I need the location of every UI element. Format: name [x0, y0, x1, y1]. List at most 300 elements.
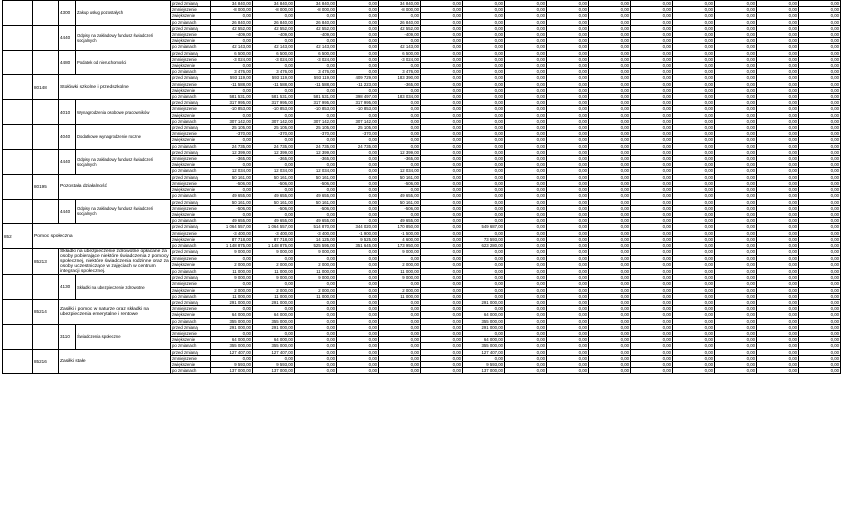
amount-cell: 0,00 [421, 149, 463, 155]
amount-cell: 0,00 [673, 38, 715, 44]
amount-cell: 0,00 [547, 75, 589, 81]
amount-cell: 0,00 [505, 7, 547, 13]
amount-cell: 0,00 [589, 25, 631, 31]
amount-cell: 0,00 [337, 69, 379, 75]
amount-cell: 0,00 [547, 162, 589, 168]
amount-cell: 0,00 [715, 218, 757, 224]
amount-cell: 0,00 [547, 25, 589, 31]
amount-cell: 11 000,00 [253, 268, 295, 275]
row-label: zwiększenie [171, 187, 211, 193]
amount-cell: 0,00 [673, 337, 715, 343]
amount-cell: 3 476,00 [295, 69, 337, 75]
amount-cell: 0,00 [421, 368, 463, 374]
row-label: po zmianach [171, 118, 211, 124]
row-label: przed zmianą [171, 174, 211, 180]
amount-cell: 0,00 [799, 355, 841, 361]
amount-cell: 0,00 [463, 281, 505, 287]
amount-cell: 0,00 [463, 149, 505, 155]
amount-cell: 0,00 [673, 32, 715, 38]
amount-cell: 0,00 [589, 199, 631, 205]
amount-cell: 0,00 [379, 125, 421, 131]
amount-cell: 355 000,00 [211, 343, 253, 349]
amount-cell: 73 593,00 [463, 236, 505, 242]
amount-cell: 0,00 [547, 32, 589, 38]
amount-cell: 0,00 [211, 13, 253, 19]
amount-cell: 0,00 [547, 174, 589, 180]
amount-cell: 0,00 [589, 13, 631, 19]
amount-cell: 0,00 [799, 7, 841, 13]
amount-cell: -409,00 [211, 32, 253, 38]
amount-cell: 0,00 [589, 7, 631, 13]
row-label: zmniejszenie [171, 56, 211, 62]
dzial-code-empty [3, 25, 33, 50]
amount-cell: 0,00 [547, 199, 589, 205]
amount-cell: 0,00 [715, 112, 757, 118]
row-label: po zmianach [171, 94, 211, 100]
amount-cell: 0,00 [757, 50, 799, 56]
amount-cell: 0,00 [421, 32, 463, 38]
amount-cell: 0,00 [337, 299, 379, 305]
amount-cell: 0,00 [295, 137, 337, 143]
amount-cell: 0,00 [295, 281, 337, 287]
amount-cell: 0,00 [463, 205, 505, 211]
row-label: zmniejszenie [171, 306, 211, 312]
amount-cell: 0,00 [715, 75, 757, 81]
amount-cell: 0,00 [211, 355, 253, 361]
amount-cell: 0,00 [463, 106, 505, 112]
dzial-code-empty [3, 275, 33, 300]
amount-cell: -506,00 [295, 205, 337, 211]
amount-cell: 0,00 [631, 268, 673, 275]
amount-cell: 0,00 [253, 255, 295, 262]
dzial-code-empty [3, 349, 33, 374]
amount-cell: 0,00 [505, 230, 547, 236]
amount-cell: 0,00 [589, 293, 631, 299]
amount-cell: 317 995,00 [253, 100, 295, 106]
amount-cell: 0,00 [715, 211, 757, 217]
amount-cell: 0,00 [799, 281, 841, 287]
rozdzial-name: Zasiłki i pomoc w naturze oraz składki na ubezpieczenia emerytalne i rentowe [59, 299, 171, 324]
amount-cell: 0,00 [463, 44, 505, 50]
amount-cell: 0,00 [421, 355, 463, 361]
amount-cell: 42 552,00 [379, 25, 421, 31]
amount-cell: 50 161,00 [253, 174, 295, 180]
amount-cell: 0,00 [463, 162, 505, 168]
paragraf-name: Zakup usług pozostałych [76, 1, 171, 26]
amount-cell: 0,00 [673, 69, 715, 75]
amount-cell: 50 161,00 [295, 199, 337, 205]
amount-cell: 0,00 [379, 118, 421, 124]
amount-cell: 0,00 [799, 205, 841, 211]
row-label: zwiększenie [171, 38, 211, 44]
amount-cell: 0,00 [799, 199, 841, 205]
amount-cell: 0,00 [547, 293, 589, 299]
amount-cell: 42 552,00 [295, 25, 337, 31]
amount-cell: 0,00 [673, 268, 715, 275]
amount-cell: 0,00 [505, 218, 547, 224]
amount-cell: 24 735,00 [295, 143, 337, 149]
amount-cell: 0,00 [757, 174, 799, 180]
amount-cell: 0,00 [799, 44, 841, 50]
amount-cell: 0,00 [757, 230, 799, 236]
amount-cell: 0,00 [547, 281, 589, 287]
amount-cell: 0,00 [589, 75, 631, 81]
rozdzial-code-empty [33, 100, 59, 125]
amount-cell: 0,00 [631, 81, 673, 87]
amount-cell: 0,00 [631, 44, 673, 50]
amount-cell: 0,00 [715, 180, 757, 186]
amount-cell: 0,00 [589, 125, 631, 131]
row-label: zmniejszenie [171, 255, 211, 262]
amount-cell: 0,00 [505, 112, 547, 118]
amount-cell: 0,00 [673, 149, 715, 155]
amount-cell: 9 593,00 [211, 361, 253, 367]
amount-cell: 0,00 [799, 69, 841, 75]
amount-cell: 0,00 [379, 63, 421, 69]
dzial-code-empty [3, 75, 33, 100]
amount-cell: 0,00 [757, 112, 799, 118]
amount-cell: 0,00 [673, 44, 715, 50]
amount-cell: 0,00 [799, 94, 841, 100]
amount-cell: 0,00 [673, 25, 715, 31]
amount-cell: 0,00 [547, 13, 589, 19]
amount-cell: 0,00 [505, 1, 547, 7]
row-label: zmniejszenie [171, 7, 211, 13]
amount-cell: 0,00 [421, 330, 463, 336]
amount-cell: 0,00 [421, 75, 463, 81]
amount-cell: 0,00 [421, 230, 463, 236]
amount-cell: 0,00 [715, 330, 757, 336]
amount-cell: 6 500,00 [211, 50, 253, 56]
amount-cell: 0,00 [379, 112, 421, 118]
amount-cell: 0,00 [211, 87, 253, 93]
amount-cell: 0,00 [589, 94, 631, 100]
amount-cell: 0,00 [673, 125, 715, 131]
amount-cell: 0,00 [337, 13, 379, 19]
amount-cell: 0,00 [715, 236, 757, 242]
amount-cell: 64 000,00 [463, 337, 505, 343]
amount-cell: 0,00 [337, 156, 379, 162]
row-label: zmniejszenie [171, 156, 211, 162]
amount-cell: 0,00 [589, 361, 631, 367]
dzial-code-empty [3, 125, 33, 150]
amount-cell: 0,00 [799, 149, 841, 155]
amount-cell: 0,00 [715, 137, 757, 143]
amount-cell: 0,00 [421, 199, 463, 205]
row-label: zwiększenie [171, 63, 211, 69]
amount-cell: 0,00 [505, 94, 547, 100]
amount-cell: 0,00 [631, 287, 673, 293]
amount-cell: 0,00 [421, 100, 463, 106]
amount-cell: 0,00 [631, 149, 673, 155]
amount-cell: 0,00 [505, 249, 547, 256]
amount-cell: 0,00 [421, 112, 463, 118]
amount-cell: 0,00 [505, 224, 547, 230]
amount-cell: 0,00 [505, 236, 547, 242]
paragraf-name: Podatek od nieruchomości [76, 50, 171, 75]
amount-cell: 0,00 [589, 287, 631, 293]
amount-cell: -11 588,00 [295, 81, 337, 87]
amount-cell: 0,00 [337, 44, 379, 50]
amount-cell: 183 390,00 [379, 75, 421, 81]
amount-cell: 0,00 [547, 125, 589, 131]
amount-cell: 0,00 [505, 355, 547, 361]
rozdzial-code-empty [33, 324, 59, 349]
amount-cell: 0,00 [715, 1, 757, 7]
amount-cell: 2 000,00 [253, 287, 295, 293]
amount-cell: 0,00 [589, 112, 631, 118]
amount-cell: 0,00 [463, 180, 505, 186]
amount-cell: 0,00 [589, 193, 631, 199]
amount-cell: 0,00 [589, 337, 631, 343]
amount-cell: 0,00 [547, 63, 589, 69]
amount-cell: 0,00 [295, 343, 337, 349]
amount-cell: 0,00 [673, 87, 715, 93]
amount-cell: 0,00 [799, 106, 841, 112]
amount-cell: 0,00 [757, 287, 799, 293]
paragraf-code: 4440 [59, 149, 76, 174]
amount-cell: 0,00 [379, 87, 421, 93]
row-label: przed zmianą [171, 1, 211, 7]
amount-cell: 0,00 [715, 7, 757, 13]
amount-cell: 0,00 [505, 168, 547, 174]
amount-cell: 0,00 [337, 174, 379, 180]
amount-cell: 0,00 [505, 343, 547, 349]
amount-cell: 0,00 [589, 318, 631, 324]
amount-cell: 0,00 [631, 205, 673, 211]
amount-cell: 0,00 [337, 63, 379, 69]
amount-cell: 0,00 [673, 19, 715, 25]
amount-cell: 0,00 [589, 218, 631, 224]
amount-cell: 12 034,00 [253, 168, 295, 174]
amount-cell: 0,00 [505, 63, 547, 69]
amount-cell: 0,00 [757, 69, 799, 75]
amount-cell: 0,00 [631, 174, 673, 180]
amount-cell: 0,00 [757, 293, 799, 299]
amount-cell: 0,00 [631, 299, 673, 305]
amount-cell: 0,00 [421, 275, 463, 281]
amount-cell: 0,00 [631, 137, 673, 143]
amount-cell: 0,00 [589, 81, 631, 87]
amount-cell: 0,00 [421, 306, 463, 312]
row-label: zwiększenie [171, 262, 211, 269]
amount-cell: 0,00 [295, 87, 337, 93]
amount-cell: 581 531,00 [211, 94, 253, 100]
amount-cell: 0,00 [673, 255, 715, 262]
amount-cell: 355 000,00 [253, 318, 295, 324]
rozdzial-code-empty [33, 125, 59, 150]
amount-cell: -506,00 [253, 205, 295, 211]
amount-cell: 0,00 [757, 7, 799, 13]
amount-cell: -506,00 [253, 180, 295, 186]
amount-cell: 0,00 [757, 211, 799, 217]
amount-cell: 0,00 [631, 87, 673, 93]
amount-cell: 0,00 [715, 262, 757, 269]
amount-cell: 0,00 [673, 249, 715, 256]
amount-cell: 0,00 [631, 19, 673, 25]
amount-cell: 0,00 [799, 211, 841, 217]
amount-cell: 0,00 [547, 100, 589, 106]
row-label: zwiększenie [171, 87, 211, 93]
amount-cell: 0,00 [295, 299, 337, 305]
amount-cell: 0,00 [463, 275, 505, 281]
amount-cell: 25 105,00 [253, 125, 295, 131]
amount-cell: 0,00 [463, 218, 505, 224]
amount-cell: 0,00 [715, 32, 757, 38]
amount-cell: 0,00 [589, 38, 631, 44]
amount-cell: 0,00 [715, 324, 757, 330]
amount-cell: 0,00 [715, 199, 757, 205]
amount-cell: 0,00 [589, 156, 631, 162]
amount-cell: 42 143,00 [211, 44, 253, 50]
amount-cell: 0,00 [547, 312, 589, 318]
amount-cell: -10 853,00 [211, 106, 253, 112]
amount-cell: 11 000,00 [379, 268, 421, 275]
amount-cell: 0,00 [799, 330, 841, 336]
amount-cell: 12 399,00 [211, 149, 253, 155]
row-label: po zmianach [171, 143, 211, 149]
amount-cell: 291 000,00 [253, 299, 295, 305]
amount-cell: 0,00 [673, 137, 715, 143]
amount-cell: 0,00 [757, 355, 799, 361]
amount-cell: 49 655,00 [253, 193, 295, 199]
amount-cell: 2 000,00 [379, 287, 421, 293]
amount-cell: 0,00 [715, 268, 757, 275]
row-label: po zmianach [171, 218, 211, 224]
amount-cell: 0,00 [463, 211, 505, 217]
amount-cell: 0,00 [799, 242, 841, 248]
amount-cell: 307 142,00 [253, 118, 295, 124]
amount-cell: 0,00 [505, 199, 547, 205]
amount-cell: 0,00 [463, 94, 505, 100]
amount-cell: 0,00 [211, 187, 253, 193]
amount-cell: 0,00 [547, 50, 589, 56]
amount-cell: 0,00 [673, 293, 715, 299]
amount-cell: 0,00 [505, 330, 547, 336]
amount-cell: 0,00 [757, 168, 799, 174]
amount-cell: 0,00 [421, 249, 463, 256]
amount-cell: 0,00 [547, 56, 589, 62]
amount-cell: 0,00 [799, 162, 841, 168]
amount-cell: 0,00 [757, 205, 799, 211]
amount-cell: 0,00 [715, 94, 757, 100]
amount-cell: 0,00 [421, 87, 463, 93]
amount-cell: -8 000,00 [379, 7, 421, 13]
amount-cell: 0,00 [589, 268, 631, 275]
amount-cell: 0,00 [505, 368, 547, 374]
amount-cell: 14 125,00 [295, 236, 337, 242]
row-label: zmniejszenie [171, 355, 211, 361]
amount-cell: 0,00 [631, 56, 673, 62]
amount-cell: 0,00 [799, 1, 841, 7]
amount-cell: 0,00 [631, 69, 673, 75]
amount-cell: 0,00 [631, 193, 673, 199]
amount-cell: 0,00 [295, 324, 337, 330]
amount-cell: 0,00 [337, 7, 379, 13]
amount-cell: 0,00 [379, 324, 421, 330]
rozdzial-name: Zasiłki stałe [59, 349, 171, 374]
amount-cell: 0,00 [589, 69, 631, 75]
amount-cell: 0,00 [463, 249, 505, 256]
amount-cell: 0,00 [757, 162, 799, 168]
amount-cell: 0,00 [631, 75, 673, 81]
amount-cell: 0,00 [505, 32, 547, 38]
amount-cell: 0,00 [673, 211, 715, 217]
amount-cell: 0,00 [589, 355, 631, 361]
amount-cell: 0,00 [463, 262, 505, 269]
amount-cell: 50 161,00 [211, 199, 253, 205]
row-label: zwiększenie [171, 287, 211, 293]
amount-cell: 307 142,00 [295, 118, 337, 124]
amount-cell: 0,00 [715, 118, 757, 124]
amount-cell: 0,00 [379, 187, 421, 193]
amount-cell: 0,00 [631, 94, 673, 100]
amount-cell: 0,00 [547, 69, 589, 75]
amount-cell: 0,00 [253, 162, 295, 168]
amount-cell: 0,00 [295, 349, 337, 355]
amount-cell: 0,00 [337, 112, 379, 118]
amount-cell: 0,00 [757, 193, 799, 199]
row-label: zmniejszenie [171, 230, 211, 236]
amount-cell: 0,00 [757, 180, 799, 186]
amount-cell: 0,00 [463, 137, 505, 143]
amount-cell: 0,00 [463, 355, 505, 361]
amount-cell: 0,00 [715, 131, 757, 137]
row-label: przed zmianą [171, 199, 211, 205]
amount-cell: 0,00 [673, 143, 715, 149]
amount-cell: 0,00 [463, 193, 505, 199]
amount-cell: 0,00 [337, 349, 379, 355]
amount-cell: 0,00 [631, 293, 673, 299]
amount-cell: 0,00 [547, 94, 589, 100]
amount-cell: -3 024,00 [379, 56, 421, 62]
amount-cell: 0,00 [547, 262, 589, 269]
amount-cell: 0,00 [505, 268, 547, 275]
amount-cell: 0,00 [253, 63, 295, 69]
amount-cell: 2 000,00 [211, 287, 253, 293]
amount-cell: 0,00 [337, 1, 379, 7]
row-label: przed zmianą [171, 125, 211, 131]
amount-cell: 0,00 [547, 236, 589, 242]
amount-cell: 0,00 [421, 63, 463, 69]
paragraf-name: Składki na ubezpieczenie zdrowotne [76, 275, 171, 300]
amount-cell: -3 400,00 [253, 230, 295, 236]
amount-cell: 0,00 [799, 193, 841, 199]
amount-cell: 0,00 [547, 306, 589, 312]
amount-cell: 64 000,00 [253, 312, 295, 318]
amount-cell: 0,00 [337, 56, 379, 62]
amount-cell: 0,00 [673, 94, 715, 100]
amount-cell: 42 552,00 [211, 25, 253, 31]
paragraf-name: Wynagrodzenia osobowe pracowników [76, 100, 171, 125]
row-label: zmniejszenie [171, 131, 211, 137]
amount-cell: 11 000,00 [211, 293, 253, 299]
row-label: przed zmianą [171, 224, 211, 230]
amount-cell: 0,00 [715, 299, 757, 305]
amount-cell: 0,00 [253, 87, 295, 93]
amount-cell: 137 000,00 [211, 368, 253, 374]
amount-cell: 0,00 [757, 324, 799, 330]
amount-cell: 0,00 [715, 100, 757, 106]
amount-cell: 0,00 [463, 75, 505, 81]
amount-cell: 0,00 [337, 162, 379, 168]
amount-cell: 50 161,00 [295, 174, 337, 180]
amount-cell: 0,00 [547, 355, 589, 361]
paragraf-name: Odpisy na zakładowy fundusz świadczeń socjalnych [76, 149, 171, 174]
amount-cell: -8 000,00 [295, 7, 337, 13]
dzial-code-empty [3, 249, 33, 275]
amount-cell: 0,00 [547, 180, 589, 186]
